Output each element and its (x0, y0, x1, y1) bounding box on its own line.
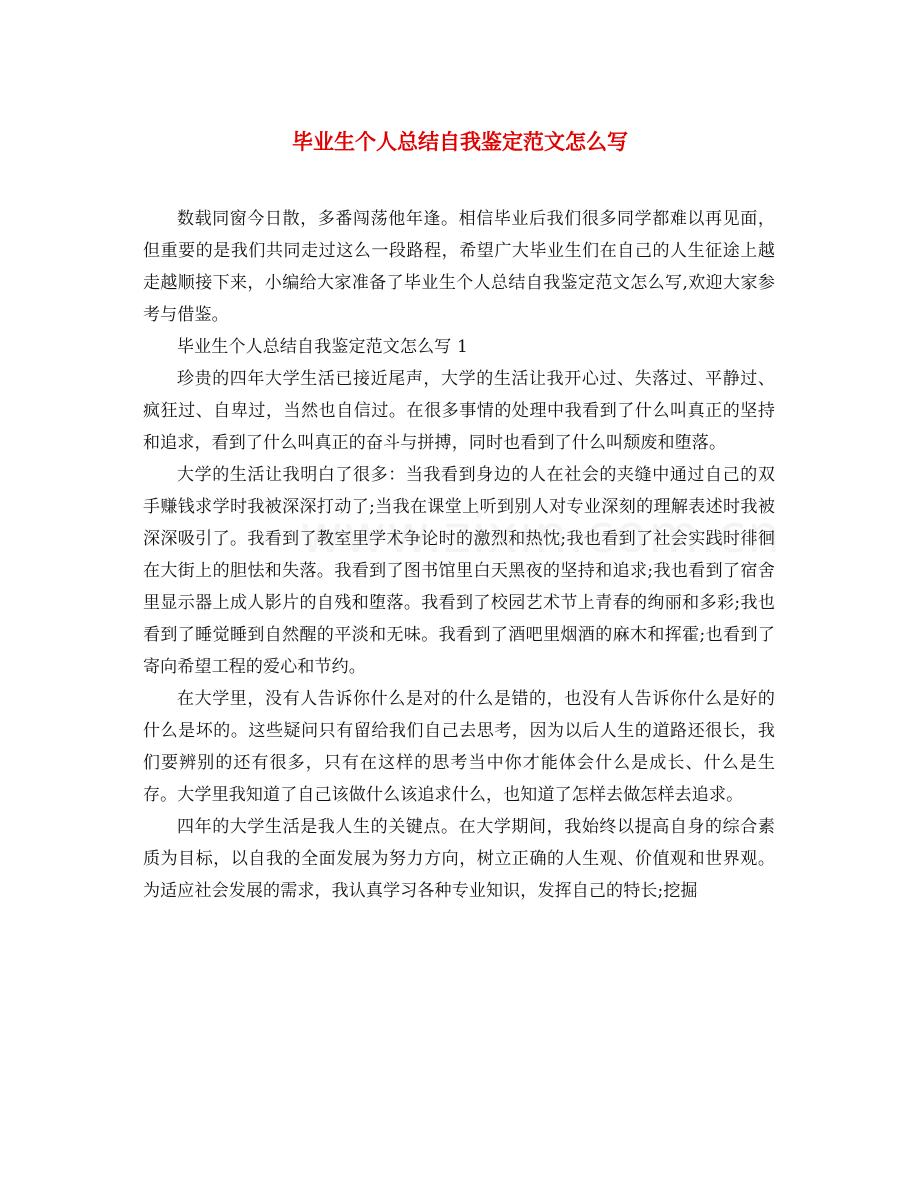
intro-paragraph: 数载同窗今日散，多番闯荡他年逢。相信毕业后我们很多同学都难以再见面，但重要的是我们共同走过这么一段路程，希望广大毕业生们在自己的人生征途上越走越顺接下来，小编给大家准备了毕业生个人总结自我鉴定范文怎么写,欢迎大家参考与借鉴。 (143, 209, 775, 325)
body-paragraph-1: 珍贵的四年大学生活已接近尾声，大学的生活让我开心过、失落过、平静过、疯狂过、自卑过，当然也自信过。在很多事情的处理中我看到了什么叫真正的坚持和追求，看到了什么叫真正的奋斗与拼搏，同时也看到了什么叫颓废和堕落。 (143, 369, 775, 453)
body-paragraph-3: 在大学里，没有人告诉你什么是对的什么是错的，也没有人告诉你什么是好的什么是坏的。这些疑问只有留给我们自己去思考，因为以后人生的道路还很长，我们要辨别的还有很多，只有在这样的思考当中你才能体会什么是成长、什么是生存。大学里我知道了自己该做什么该追求什么，也知道了怎样去做怎样去追求。 (143, 689, 775, 805)
body-paragraph-2: 大学的生活让我明白了很多：当我看到身边的人在社会的夹缝中通过自己的双手赚钱求学时我被深深打动了;当我在课堂上听到别人对专业深刻的理解表述时我被深深吸引了。我看到了教室里学术争论时的激烈和热忱;我也看到了社会实践时徘徊在大街上的胆怯和失落。我看到了图书馆里白天黑夜的坚持和追求;我也看到了宿舍里显示器上成人影片的自残和堕落。我看到了校园艺术节上青春的绚丽和多彩;我也看到了睡觉睡到自然醒的平淡和无味。我看到了酒吧里烟酒的麻木和挥霍;也看到了寄向希望工程的爱心和节约。 (143, 465, 775, 677)
document-title: 毕业生个人总结自我鉴定范文怎么写 (292, 129, 628, 154)
document-body (143, 203, 775, 907)
body-paragraph-4: 四年的大学生活是我人生的关键点。在大学期间，我始终以提高自身的综合素质为目标，以自我的全面发展为努力方向，树立正确的人生观、价值观和世界观。为适应社会发展的需求，我认真学习各种专业知识，发挥自己的特长;挖掘 (143, 817, 775, 901)
section-heading: 毕业生个人总结自我鉴定范文怎么写 1 (177, 337, 468, 357)
